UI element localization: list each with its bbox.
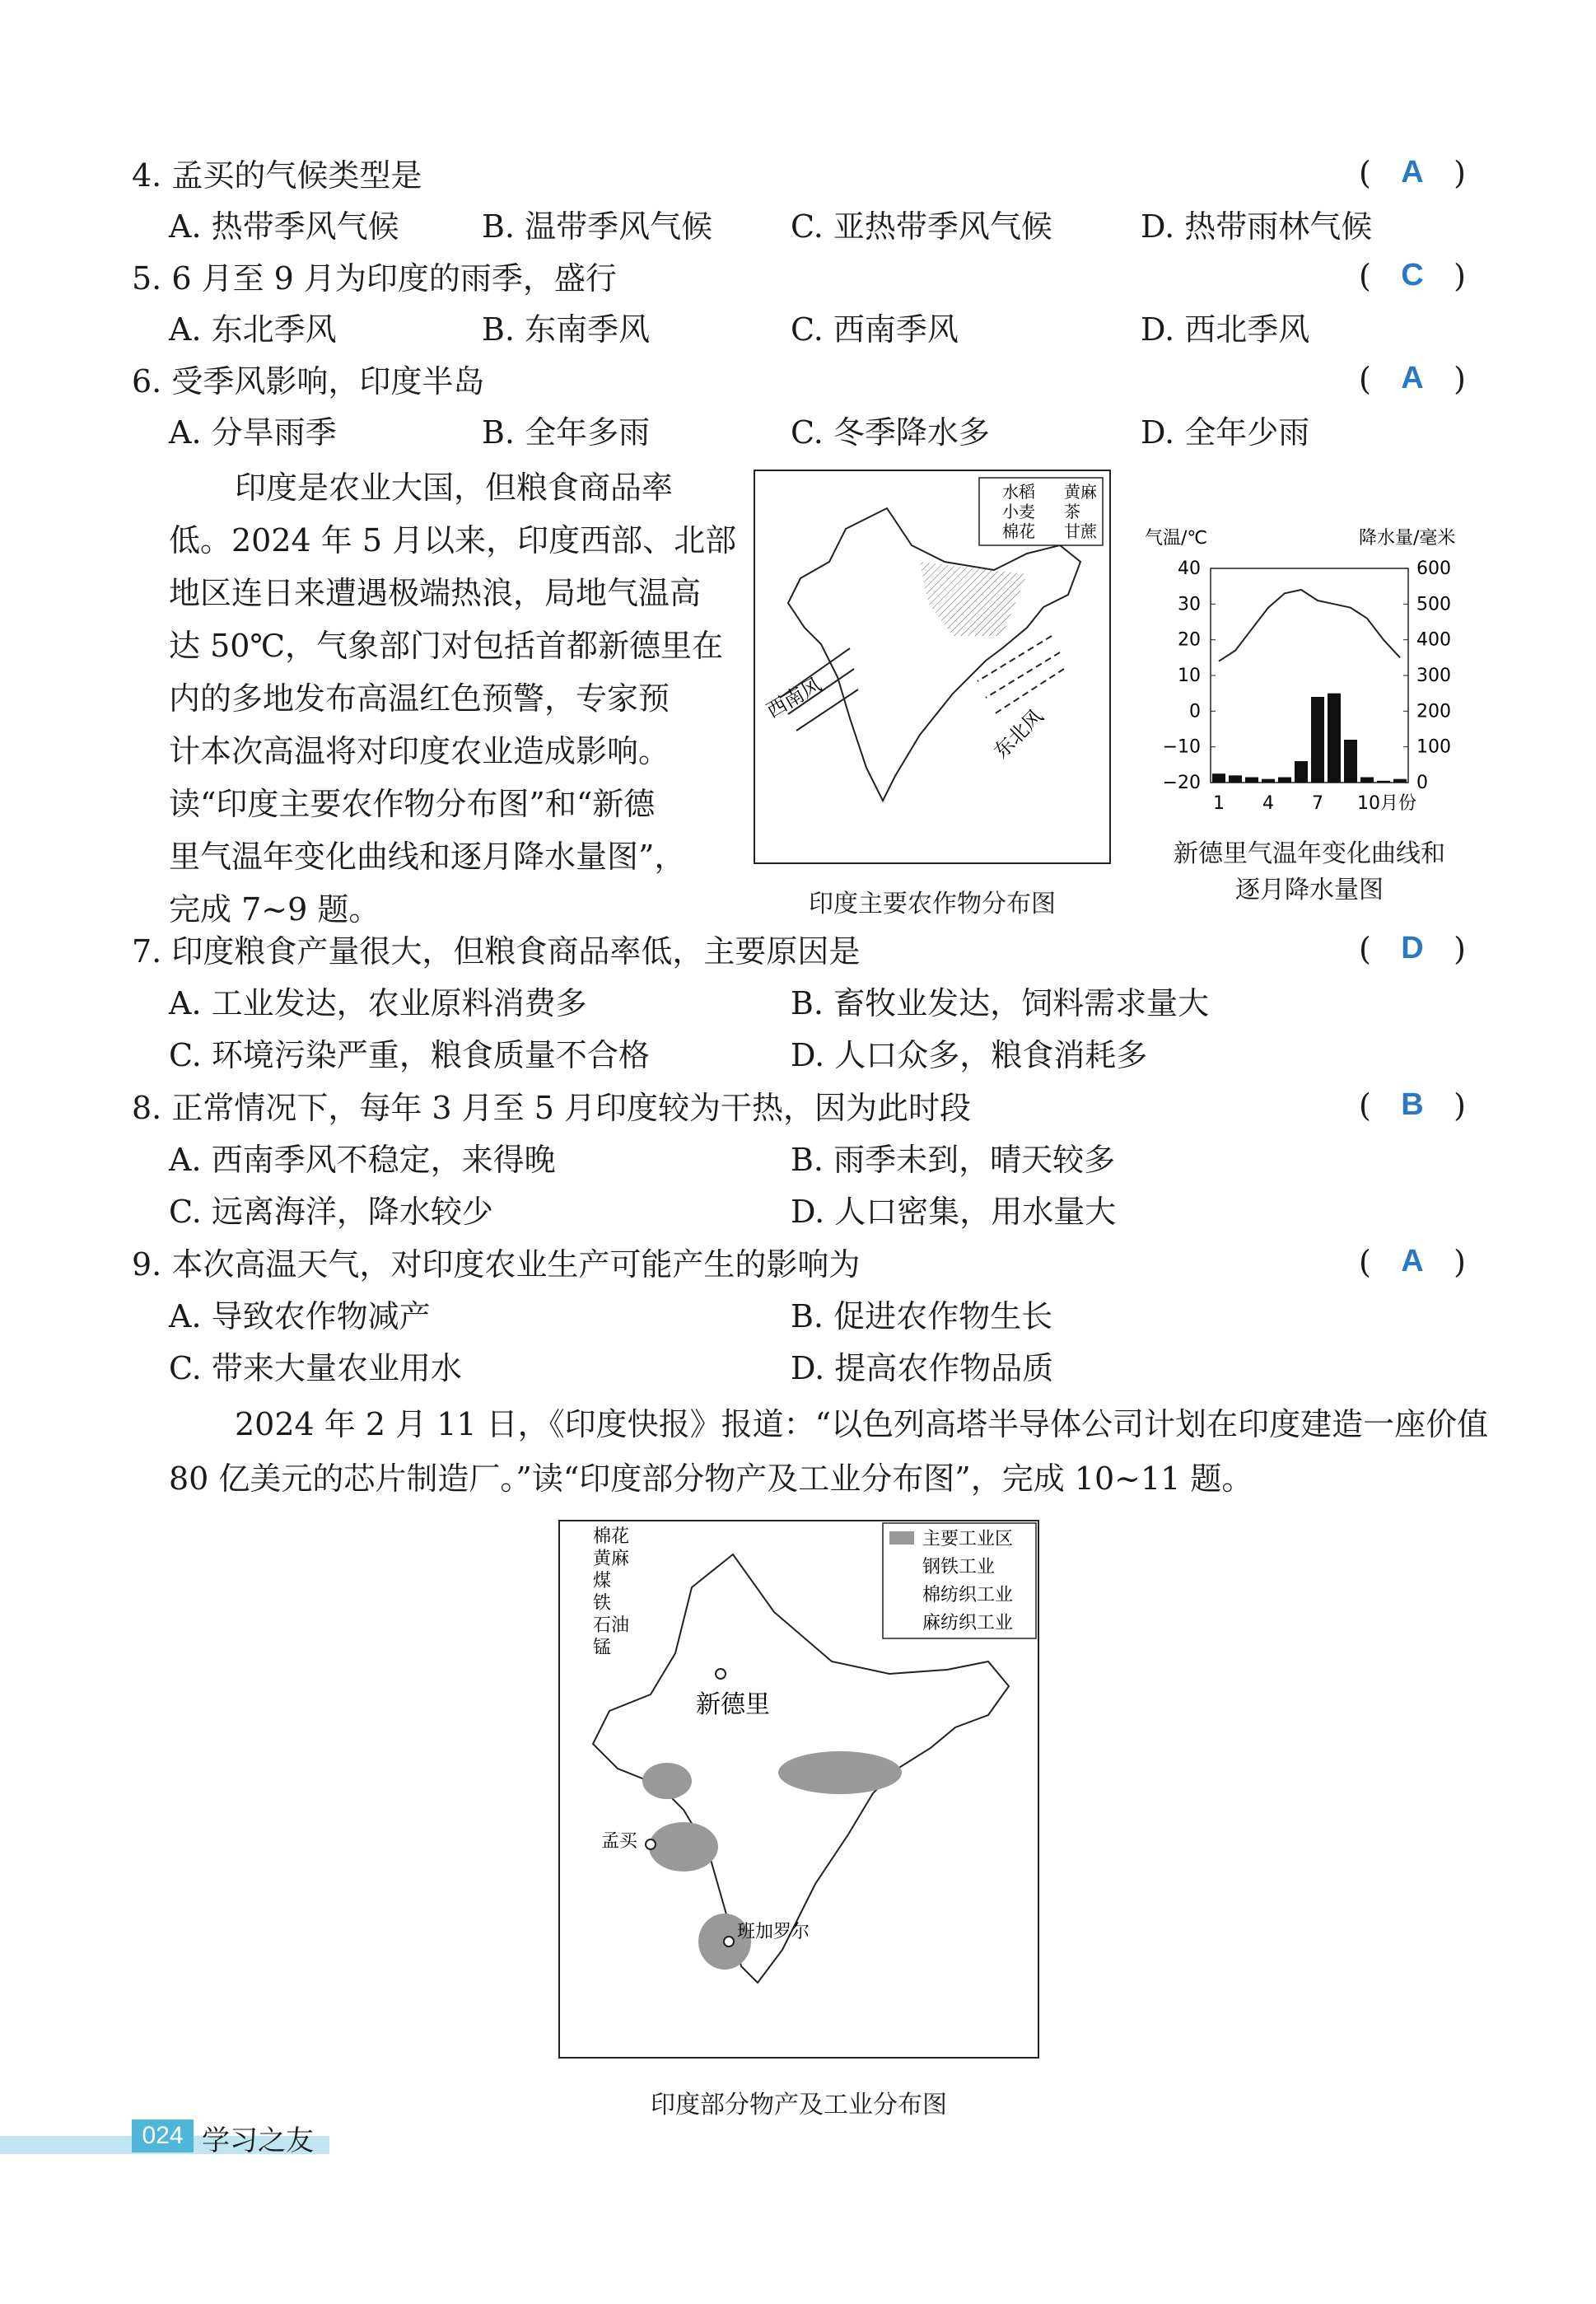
answer-bracket: ( B ) [1359, 1087, 1466, 1124]
temperature-line [1219, 590, 1400, 661]
option-a: A. 工业发达，农业原料消费多 [169, 985, 587, 1021]
climate-chart-graphic [1136, 511, 1482, 840]
legend-item: 钢铁工业 [922, 1557, 996, 1577]
precip-tick-label: 300 [1416, 666, 1451, 686]
answer-bracket: ( C ) [1359, 258, 1466, 294]
month-tick-label: 1 [1213, 793, 1225, 814]
legend-wheat: 小麦 [1002, 502, 1035, 521]
legend-tea: 茶 [1064, 502, 1080, 521]
question-stem: 6. 受季风影响，印度半岛 [132, 363, 485, 400]
india-outline [788, 508, 1080, 801]
month-tick-label: 4 [1262, 793, 1274, 814]
legend-jute: 黄麻 [1064, 482, 1097, 502]
passage-line: 读“印度主要农作物分布图”和“新德 [169, 786, 656, 822]
passage-line: 完成 7~9 题。 [169, 891, 380, 928]
option-d: D. 热带雨林气候 [1141, 208, 1373, 245]
question-stem: 7. 印度粮食产量很大，但粮食商品率低，主要原因是 [132, 933, 861, 970]
caption-line: 新德里气温年变化曲线和 [1174, 839, 1445, 868]
temp-tick-label: −20 [1162, 773, 1201, 793]
answer-letter: A [1401, 361, 1424, 395]
option-a: A. 东北季风 [169, 311, 337, 348]
temp-tick-label: 30 [1178, 594, 1201, 615]
city-marker [724, 1937, 734, 1946]
legend-sugarcane: 甘蔗 [1064, 521, 1097, 541]
label-northeast-wind: 东北风 [989, 704, 1048, 764]
legend-item: 锰 [593, 1638, 612, 1658]
legend-item: 棉纺织工业 [922, 1585, 1014, 1605]
precip-bar [1393, 779, 1407, 783]
passage-line: 达 50℃，气象部门对包括首都新德里在 [169, 628, 723, 664]
option-b: B. 雨季未到，晴天较多 [791, 1142, 1116, 1178]
option-c: C. 西南季风 [791, 311, 959, 348]
legend-item: 煤 [593, 1571, 612, 1591]
precip-bar [1360, 778, 1374, 783]
legend-item: 麻纺织工业 [922, 1613, 1014, 1633]
temp-tick-label: −10 [1162, 736, 1201, 758]
precip-bar [1262, 779, 1275, 783]
plot-frame [1211, 568, 1408, 783]
industrial-area [649, 1822, 718, 1872]
industry-map-caption: 印度部分物产及工业分布图 [651, 2091, 947, 2119]
crop-map-caption: 印度主要农作物分布图 [809, 890, 1056, 918]
precip-bar [1212, 773, 1225, 783]
precip-tick-label: 500 [1416, 594, 1451, 615]
option-c: C. 环境污染严重，粮食质量不合格 [169, 1037, 650, 1073]
option-c: C. 带来大量农业用水 [169, 1350, 462, 1386]
option-c: C. 远离海洋，降水较少 [169, 1194, 493, 1230]
industry-map [558, 1520, 1039, 2059]
legend-item: 棉花 [593, 1526, 630, 1547]
precip-tick-label: 0 [1416, 773, 1428, 793]
option-a: A. 热带季风气候 [169, 208, 399, 245]
passage-line: 地区连日来遭遇极端热浪，局地气温高 [169, 575, 702, 611]
legend-item: 铁 [593, 1593, 612, 1614]
precip-bar [1311, 697, 1324, 783]
precip-tick-label: 200 [1416, 701, 1451, 722]
question-stem: 5. 6 月至 9 月为印度的雨季，盛行 [132, 260, 617, 297]
legend-item: 黄麻 [593, 1549, 630, 1569]
temp-tick-label: 40 [1178, 558, 1201, 579]
temp-tick-label: 10 [1178, 666, 1201, 686]
page-footer [0, 2113, 346, 2162]
legend-cotton: 棉花 [1002, 521, 1035, 541]
answer-bracket: ( D ) [1359, 931, 1466, 967]
page-number: 024 [132, 2119, 194, 2152]
option-d: D. 提高农作物品质 [791, 1350, 1054, 1386]
temp-tick-label: 0 [1189, 701, 1201, 722]
passage-line: 里气温年变化曲线和逐月降水量图”， [169, 839, 686, 875]
precip-bar [1328, 694, 1341, 783]
answer-letter: D [1401, 931, 1424, 965]
passage-10-11-line: 80 亿美元的芯片制造厂。”读“印度部分物产及工业分布图”，完成 10~11 题。 [169, 1460, 1253, 1497]
capital-marker [716, 1669, 726, 1679]
answer-letter: A [1401, 1244, 1424, 1278]
climate-chart [1136, 511, 1482, 840]
option-a: A. 分旱雨季 [169, 414, 337, 451]
option-b: B. 促进农作物生长 [791, 1298, 1053, 1334]
precip-bar [1245, 778, 1258, 783]
option-a: A. 西南季风不稳定，来得晚 [169, 1142, 556, 1178]
option-b: B. 全年多雨 [482, 414, 651, 451]
passage-line: 内的多地发布高温红色预警，专家预 [169, 680, 670, 717]
brand-text: 学习之友 [202, 2124, 314, 2157]
option-d: D. 西北季风 [1141, 311, 1310, 348]
answer-letter: A [1401, 155, 1424, 189]
city-label-new-delhi: 新德里 [696, 1690, 770, 1719]
passage-line: 低。2024 年 5 月以来，印度西部、北部 [169, 522, 737, 558]
precip-axis-label: 降水量/毫米 [1359, 528, 1456, 549]
crop-map [754, 470, 1111, 864]
passage-line: 计本次高温将对印度农业造成影响。 [169, 733, 670, 769]
month-tick-label: 7 [1312, 793, 1323, 814]
climate-chart-caption [1128, 836, 1491, 909]
option-c: C. 冬季降水多 [791, 414, 990, 451]
question-stem: 8. 正常情况下，每年 3 月至 5 月印度较为干热，因为此时段 [132, 1090, 972, 1126]
passage-10-11-line: 2024 年 2 月 11 日，《印度快报》报道：“以色列高塔半导体公司计划在印度建造一座价值 [235, 1406, 1489, 1442]
city-label-bengaluru: 班加罗尔 [737, 1922, 810, 1942]
precip-tick-label: 600 [1416, 558, 1451, 579]
industrial-area [778, 1751, 902, 1794]
industry-map-graphic [560, 1521, 1038, 2057]
precip-tick-label: 100 [1416, 736, 1451, 758]
option-b: B. 温带季风气候 [482, 208, 713, 245]
option-b: B. 东南季风 [482, 311, 651, 348]
answer-letter: B [1401, 1087, 1424, 1122]
option-d: D. 人口众多，粮食消耗多 [791, 1037, 1148, 1073]
answer-bracket: ( A ) [1359, 361, 1466, 397]
city-label-mumbai: 孟买 [601, 1831, 638, 1852]
legend-item: 主要工业区 [922, 1529, 1014, 1549]
answer-bracket: ( A ) [1359, 1244, 1466, 1280]
precip-bar [1295, 761, 1308, 783]
legend-swatch [889, 1531, 914, 1545]
option-c: C. 亚热带季风气候 [791, 208, 1052, 245]
precip-bar [1278, 778, 1291, 783]
temp-tick-label: 20 [1178, 629, 1201, 651]
temp-axis-label: 气温/℃ [1145, 528, 1208, 549]
label-southwest-wind: 西南风 [763, 672, 826, 723]
answer-letter: C [1401, 258, 1424, 292]
legend-rice: 水稻 [1002, 482, 1035, 502]
month-tick-label: 10月份 [1357, 793, 1416, 814]
precip-bar [1344, 740, 1357, 783]
industrial-area [642, 1763, 692, 1799]
legend-item: 石油 [593, 1615, 630, 1636]
question-stem: 9. 本次高温天气，对印度农业生产可能产生的影响为 [132, 1246, 861, 1283]
option-b: B. 畜牧业发达，饲料需求量大 [791, 985, 1210, 1021]
answer-bracket: ( A ) [1359, 155, 1466, 191]
precip-bar [1229, 775, 1242, 783]
precip-bar [1377, 781, 1390, 783]
option-d: D. 人口密集，用水量大 [791, 1194, 1117, 1230]
city-marker [646, 1839, 656, 1849]
caption-line: 逐月降水量图 [1235, 876, 1384, 904]
crop-map-graphic [755, 471, 1109, 862]
passage-line: 印度是农业大国，但粮食商品率 [235, 470, 674, 506]
precip-tick-label: 400 [1416, 629, 1451, 651]
option-a: A. 导致农作物减产 [169, 1298, 431, 1334]
question-stem: 4. 孟买的气候类型是 [132, 157, 422, 194]
option-d: D. 全年少雨 [1141, 414, 1310, 451]
